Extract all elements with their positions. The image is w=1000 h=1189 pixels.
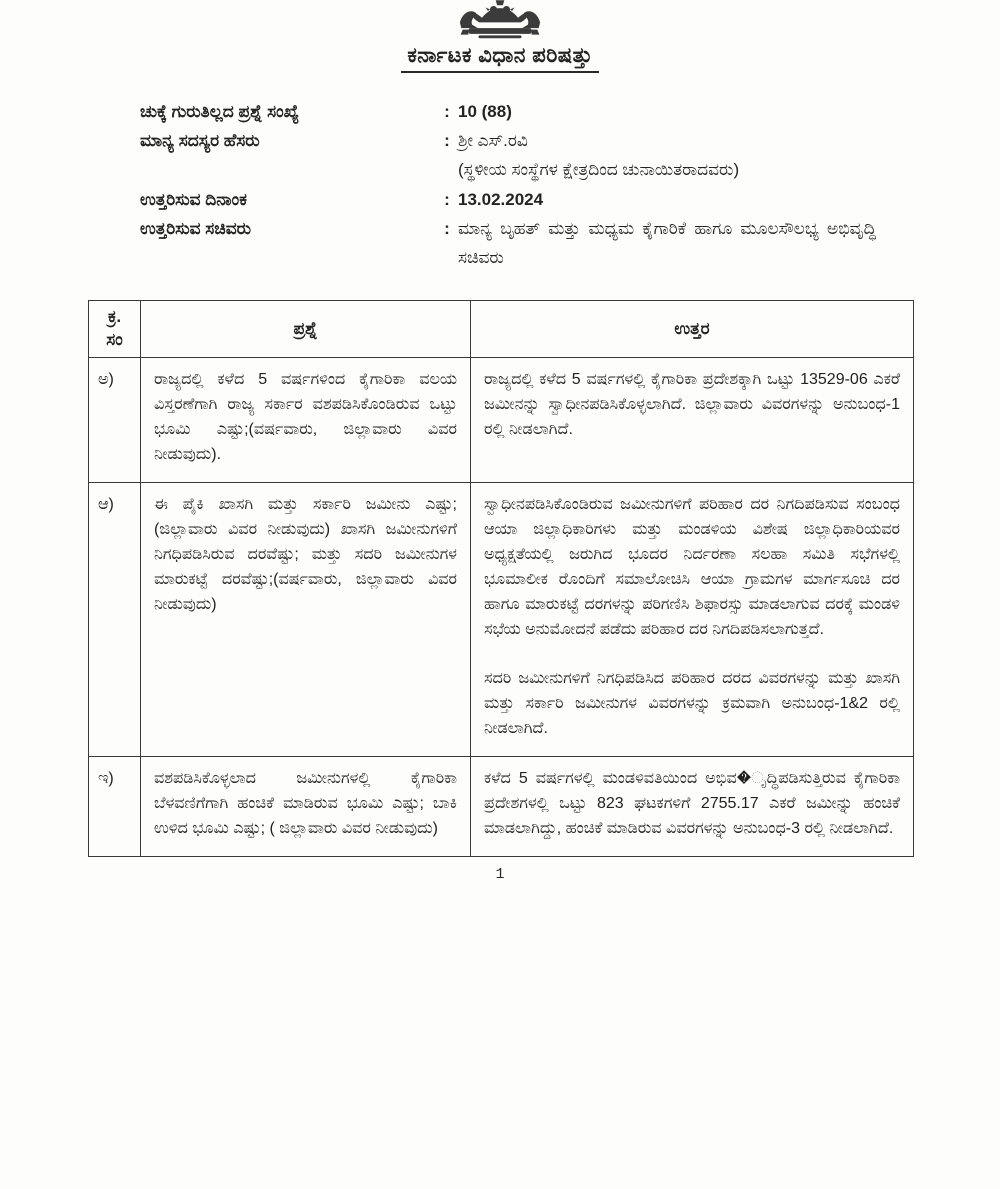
question-cell: ರಾಜ್ಯದಲ್ಲಿ ಕಳೆದ 5 ವರ್ಷಗಳಿಂದ ಕೈಗಾರಿಕಾ ವಲಯ ವಿಸ್ತರಣೆಗಾಗಿ ರಾಜ್ಯ ಸರ್ಕಾರ ವಶಪಡಿಸಿಕೊಂಡಿರುವ ಒಟ್ಟು ಭೂಮಿ ಎಷ್ಟು;(ವರ್ಷವಾರು, ಜಿಲ್ಲಾವಾರು ವಿವರ ನೀಡುವುದು). [141,358,471,483]
title-container [0,44,1000,73]
slno-header-line1: ಕ್ರ. [107,307,122,327]
table-header-row [89,301,914,358]
answer-paragraph: ಸದರಿ ಜಮೀನುಗಳಿಗೆ ನಿಗಧಿಪಡಿಸಿದ ಪರಿಹಾರ ದರದ ವಿವರಗಳನ್ನು ಮತ್ತು ಖಾಸಗಿ ಮತ್ತು ಸರ್ಕಾರಿ ಜಮೀನುಗಳ ವಿವರಗಳನ್ನು ಕ್ರಮವಾಗಿ ಅನುಬಂಧ-1&2 ರಲ್ಲಿ ನೀಡಲಾಗಿದೆ. [484,669,900,737]
colon-separator: : [444,189,450,209]
meta-row-answering-minister [140,214,876,272]
slno-cell: ಅ) [89,358,141,483]
question-cell: ಈ ಪೈಕಿ ಖಾಸಗಿ ಮತ್ತು ಸರ್ಕಾರಿ ಜಮೀನು ಎಷ್ಟು; (ಜಿಲ್ಲಾವಾರು ವಿವರ ನೀಡುವುದು) ಖಾಸಗಿ ಜಮೀನುಗಳಿಗೆ ನಿಗಧಿಪಡಿಸಿರುವ ದರವೆಷ್ಟು; ಮತ್ತು ಸದರಿ ಜಮೀನುಗಳ ಮಾರುಕಟ್ಟೆ ದರವೆಷ್ಟು;(ವರ್ಷವಾರು, ಜಿಲ್ಲಾವಾರು ವಿವರ ನೀಡುವುದು) [141,483,471,757]
slno-header-line2: ಸಂ [106,330,123,350]
answering-minister-label: ಉತ್ತರಿಸುವ ಸಚಿವರು [140,218,252,238]
col-header-question: ಪ್ರಶ್ನೆ [141,301,471,358]
member-constituency-note: (ಸ್ಥಳೀಯ ಸಂಸ್ಥೆಗಳ ಕ್ಷೇತ್ರದಿಂದ ಚುನಾಯಿತರಾದವರು) [458,160,740,180]
meta-section [140,97,876,272]
question-number-value: 10 (88) [458,102,512,121]
answer-date-label: ಉತ್ತರಿಸುವ ದಿನಾಂಕ [140,189,247,209]
answer-date-value: 13.02.2024 [458,189,544,209]
answer-cell [471,756,914,856]
meta-row-answer-date [140,185,876,214]
answer-paragraph: ಸ್ವಾಧೀನಪಡಿಸಿಕೊಂಡಿರುವ ಜಮೀನುಗಳಿಗೆ ಪರಿಹಾರ ದರ ನಿಗದಿಪಡಿಸುವ ಸಂಬಂಧ ಆಯಾ ಜಿಲ್ಲಾಧಿಕಾರಿಗಳು ಮತ್ತು ಮಂಡಳಿಯ ವಿಶೇಷ ಜಿಲ್ಲಾಧಿಕಾರಿಯವರ ಅಧ್ಯಕ್ಷತೆಯಲ್ಲಿ ಜರುಗಿದ ಭೂದರ ನಿರ್ದರಣಾ ಸಲಹಾ ಸಮಿತಿ ಸಭೆಗಳಲ್ಲಿ ಭೂಮಾಲೀಕ ರೊಂದಿಗೆ ಸಮಾಲೋಚಿಸಿ ಆಯಾ ಗ್ರಾಮಗಳ ಮಾರ್ಗಸೂಚಿ ದರ ಹಾಗೂ ಮಾರುಕಟ್ಟೆ ದರಗಳನ್ನು ಪರಿಗಣಿಸಿ ಶಿಫಾರಸ್ಸು ಮಾಡಲಾಗುವ ದರಕ್ಕೆ ಮಂಡಳಿ ಸಭೆಯ ಅನುಮೋದನೆ ಪಡೆದು ಪರಿಹಾರ ದರ ನಿಗದಿಪಡಿಸಲಾಗುತ್ತದೆ. [484,496,900,638]
meta-row-member-name [140,126,876,184]
page-number: 1 [495,865,505,883]
member-name-value [458,126,876,184]
member-name: ಶ್ರೀ ಎಸ್.ರವಿ [458,131,528,151]
table-row-aa [89,483,914,757]
colon-separator: : [444,131,450,151]
karnataka-emblem-icon [457,0,543,42]
answering-minister-value: ಮಾನ್ಯ ಬೃಹತ್ ಮತ್ತು ಮಧ್ಯಮ ಕೈಗಾರಿಕೆ ಹಾಗೂ ಮೂಲಸೌಲಭ್ಯ ಅಭಿವೃದ್ಧಿ ಸಚಿವರು [458,218,876,268]
answer-paragraph: ಕಳೆದ 5 ವರ್ಷಗಳಲ್ಲಿ ಮಂಡಳಿವತಿಯಿಂದ ಅಭಿವ�ೃದ್ಧಿಪಡಿಸುತ್ತಿರುವ ಕೈಗಾರಿಕಾ ಪ್ರದೇಶಗಳಲ್ಲಿ ಒಟ್ಟು 823 ಘಟಕಗಳಿಗೆ 2755.17 ಎಕರೆ ಜಮೀನ್ನು ಹಂಚಿಕೆ ಮಾಡಲಾಗಿದ್ದು, ಹಂಚಿಕೆ ಮಾಡಿರುವ ವಿವರಗಳನ್ನು ಅನುಬಂಧ-3 ರಲ್ಲಿ ನೀಡಲಾಗಿದೆ. [484,769,900,837]
member-name-label: ಮಾನ್ಯ ಸದಸ್ಯರ ಹೆಸರು [140,131,260,151]
emblem-container [0,0,1000,42]
table-row-i [89,756,914,856]
colon-separator: : [444,102,450,121]
slno-cell: ಆ) [89,483,141,757]
answer-cell [471,483,914,757]
qa-table [88,300,914,856]
col-header-slno [89,301,141,358]
question-number-label: ಚುಕ್ಕೆ ಗುರುತಿಲ್ಲದ ಪ್ರಶ್ನೆ ಸಂಖ್ಯೆ [140,102,300,121]
page-title: ಕರ್ನಾಟಕ ವಿಧಾನ ಪರಿಷತ್ತು [401,44,598,73]
question-cell: ವಶಪಡಿಸಿಕೊಳ್ಳಲಾದ ಜಮೀನುಗಳಲ್ಲಿ ಕೈಗಾರಿಕಾ ಬೆಳವಣಿಗೆಗಾಗಿ ಹಂಚಿಕೆ ಮಾಡಿರುವ ಭೂಮಿ ಎಷ್ಟು; ಬಾಕಿ ಉಳಿದ ಭೂಮಿ ಎಷ್ಟು; ( ಜಿಲ್ಲಾವಾರು ವಿವರ ನೀಡುವುದು) [141,756,471,856]
table-row-a [89,358,914,483]
meta-row-question-number [140,97,876,126]
answer-paragraph: ರಾಜ್ಯದಲ್ಲಿ ಕಳೆದ 5 ವರ್ಷಗಳಲ್ಲಿ ಕೈಗಾರಿಕಾ ಪ್ರದೇಶಕ್ಕಾಗಿ ಒಟ್ಟು 13529-06 ಎಕರೆ ಜಮೀನನ್ನು ಸ್ವಾಧೀನಪಡಿಸಿಕೊಳ್ಳಲಾಗಿದೆ. ಜಿಲ್ಲಾವಾರು ವಿವರಗಳನ್ನು ಅನುಬಂಧ-1 ರಲ್ಲಿ ನೀಡಲಾಗಿದೆ. [484,371,900,439]
col-header-answer: ಉತ್ತರ [471,301,914,358]
answer-cell [471,358,914,483]
colon-separator: : [444,218,450,238]
slno-cell: ಇ) [89,756,141,856]
